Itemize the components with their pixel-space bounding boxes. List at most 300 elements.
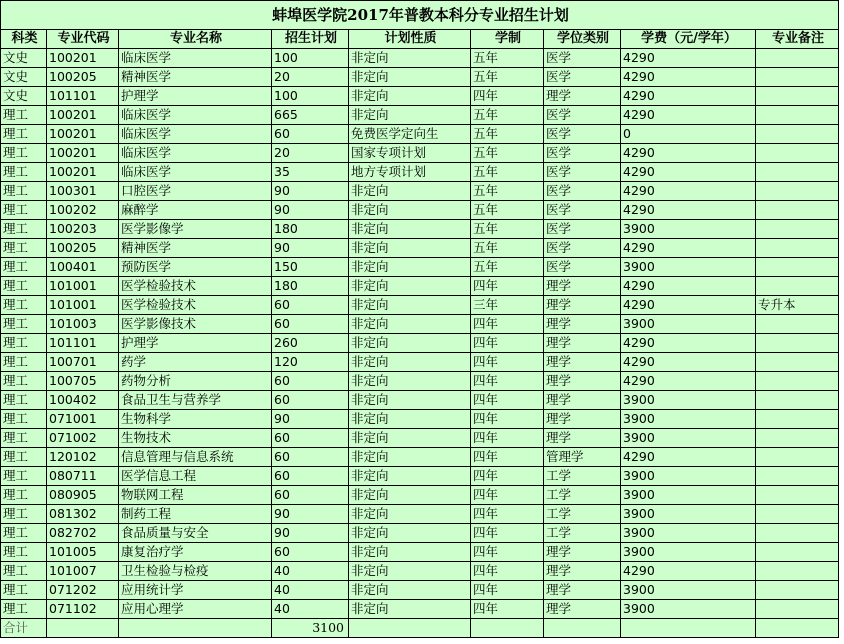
tuition-cell[interactable]: 4290 xyxy=(621,201,756,220)
tuition-cell[interactable]: 3900 xyxy=(621,429,756,448)
category-cell[interactable]: 理工 xyxy=(1,125,47,144)
tuition-cell[interactable]: 4290 xyxy=(621,163,756,182)
degree-type-cell[interactable]: 理学 xyxy=(544,543,621,562)
category-cell[interactable]: 理工 xyxy=(1,106,47,125)
major-note-cell[interactable] xyxy=(756,68,839,87)
duration-cell[interactable]: 五年 xyxy=(471,125,544,144)
major-code-cell[interactable]: 100201 xyxy=(47,163,119,182)
table-body xyxy=(1,49,839,619)
major-code-cell[interactable]: 100201 xyxy=(47,106,119,125)
major-name-cell[interactable]: 医学影像技术 xyxy=(119,315,272,334)
table-title[interactable]: 蚌埠医学院2017年普教本科分专业招生计划 xyxy=(1,1,839,30)
major-name-cell[interactable]: 麻醉学 xyxy=(119,201,272,220)
major-note-cell[interactable] xyxy=(756,125,839,144)
plan-type-cell[interactable]: 非定向 xyxy=(349,220,471,239)
tuition-cell[interactable]: 3900 xyxy=(621,258,756,277)
duration-cell[interactable]: 五年 xyxy=(471,144,544,163)
enrollment-quota-cell[interactable]: 40 xyxy=(272,581,349,600)
degree-type-cell[interactable]: 医学 xyxy=(544,144,621,163)
major-name-cell[interactable]: 医学影像学 xyxy=(119,220,272,239)
major-code-cell[interactable]: 100205 xyxy=(47,239,119,258)
plan-type-cell[interactable]: 非定向 xyxy=(349,562,471,581)
total-empty-cell[interactable] xyxy=(544,619,621,638)
major-code-cell[interactable]: 071202 xyxy=(47,581,119,600)
category-cell[interactable]: 文史 xyxy=(1,68,47,87)
plan-type-cell[interactable]: 非定向 xyxy=(349,296,471,315)
plan-type-cell[interactable]: 非定向 xyxy=(349,448,471,467)
degree-type-cell[interactable]: 医学 xyxy=(544,163,621,182)
degree-type-cell[interactable]: 理学 xyxy=(544,372,621,391)
degree-type-cell[interactable]: 理学 xyxy=(544,277,621,296)
major-code-cell[interactable]: 100201 xyxy=(47,144,119,163)
tuition-cell[interactable]: 4290 xyxy=(621,334,756,353)
major-code-cell[interactable]: 100701 xyxy=(47,353,119,372)
major-note-cell[interactable] xyxy=(756,448,839,467)
degree-type-cell[interactable]: 理学 xyxy=(544,600,621,619)
plan-type-cell[interactable]: 非定向 xyxy=(349,467,471,486)
column-header-enrollment-quota[interactable]: 招生计划 xyxy=(272,30,349,49)
table-row xyxy=(1,277,839,296)
degree-type-cell[interactable]: 医学 xyxy=(544,258,621,277)
degree-type-cell[interactable]: 理学 xyxy=(544,581,621,600)
duration-cell[interactable]: 四年 xyxy=(471,87,544,106)
tuition-cell[interactable]: 4290 xyxy=(621,182,756,201)
major-note-cell[interactable] xyxy=(756,182,839,201)
category-cell[interactable]: 理工 xyxy=(1,353,47,372)
category-cell[interactable]: 理工 xyxy=(1,296,47,315)
category-cell[interactable]: 理工 xyxy=(1,201,47,220)
degree-type-cell[interactable]: 医学 xyxy=(544,68,621,87)
duration-cell[interactable]: 四年 xyxy=(471,486,544,505)
total-empty-cell[interactable] xyxy=(756,619,839,638)
major-note-cell[interactable] xyxy=(756,391,839,410)
degree-type-cell[interactable]: 管理学 xyxy=(544,448,621,467)
major-note-cell[interactable] xyxy=(756,524,839,543)
duration-cell[interactable]: 四年 xyxy=(471,372,544,391)
major-code-cell[interactable]: 100205 xyxy=(47,68,119,87)
total-label[interactable]: 合计 xyxy=(1,619,47,638)
plan-type-cell[interactable]: 非定向 xyxy=(349,68,471,87)
column-header-category[interactable]: 科类 xyxy=(1,30,47,49)
major-note-cell[interactable] xyxy=(756,600,839,619)
table-row xyxy=(1,581,839,600)
tuition-cell[interactable]: 3900 xyxy=(621,486,756,505)
major-code-cell[interactable]: 101101 xyxy=(47,87,119,106)
degree-type-cell[interactable]: 理学 xyxy=(544,353,621,372)
category-cell[interactable]: 理工 xyxy=(1,543,47,562)
category-cell[interactable]: 理工 xyxy=(1,600,47,619)
major-name-cell[interactable]: 生物科学 xyxy=(119,410,272,429)
tuition-cell[interactable]: 3900 xyxy=(621,543,756,562)
column-header-tuition[interactable]: 学费（元/学年） xyxy=(621,30,756,49)
degree-type-cell[interactable]: 医学 xyxy=(544,182,621,201)
degree-type-cell[interactable]: 医学 xyxy=(544,220,621,239)
enrollment-quota-cell[interactable]: 60 xyxy=(272,391,349,410)
tuition-cell[interactable]: 0 xyxy=(621,125,756,144)
major-name-cell[interactable]: 药物分析 xyxy=(119,372,272,391)
column-header-plan-type[interactable]: 计划性质 xyxy=(349,30,471,49)
duration-cell[interactable]: 五年 xyxy=(471,220,544,239)
major-code-cell[interactable]: 101003 xyxy=(47,315,119,334)
plan-type-cell[interactable]: 非定向 xyxy=(349,277,471,296)
major-code-cell[interactable]: 100402 xyxy=(47,391,119,410)
tuition-cell[interactable]: 4290 xyxy=(621,106,756,125)
total-empty-cell[interactable] xyxy=(349,619,471,638)
major-code-cell[interactable]: 080711 xyxy=(47,467,119,486)
enrollment-quota-cell[interactable]: 665 xyxy=(272,106,349,125)
duration-cell[interactable]: 四年 xyxy=(471,277,544,296)
plan-type-cell[interactable]: 非定向 xyxy=(349,239,471,258)
column-header-major-code[interactable]: 专业代码 xyxy=(47,30,119,49)
degree-type-cell[interactable]: 理学 xyxy=(544,429,621,448)
enrollment-quota-cell[interactable]: 60 xyxy=(272,296,349,315)
tuition-cell[interactable]: 3900 xyxy=(621,600,756,619)
category-cell[interactable]: 理工 xyxy=(1,334,47,353)
degree-type-cell[interactable]: 医学 xyxy=(544,49,621,68)
enrollment-quota-cell[interactable]: 90 xyxy=(272,239,349,258)
enrollment-quota-cell[interactable]: 35 xyxy=(272,163,349,182)
plan-type-cell[interactable]: 非定向 xyxy=(349,505,471,524)
column-header-major-name[interactable]: 专业名称 xyxy=(119,30,272,49)
major-note-cell[interactable] xyxy=(756,429,839,448)
duration-cell[interactable]: 四年 xyxy=(471,429,544,448)
column-header-major-note[interactable]: 专业备注 xyxy=(756,30,839,49)
tuition-cell[interactable]: 3900 xyxy=(621,581,756,600)
category-cell[interactable]: 理工 xyxy=(1,372,47,391)
major-code-cell[interactable]: 082702 xyxy=(47,524,119,543)
category-cell[interactable]: 理工 xyxy=(1,524,47,543)
major-code-cell[interactable]: 100202 xyxy=(47,201,119,220)
enrollment-quota-cell[interactable]: 60 xyxy=(272,467,349,486)
major-note-cell[interactable] xyxy=(756,106,839,125)
major-note-cell[interactable] xyxy=(756,277,839,296)
tuition-cell[interactable]: 4290 xyxy=(621,562,756,581)
major-code-cell[interactable]: 101007 xyxy=(47,562,119,581)
major-code-cell[interactable]: 100201 xyxy=(47,125,119,144)
category-cell[interactable]: 理工 xyxy=(1,277,47,296)
major-code-cell[interactable]: 100705 xyxy=(47,372,119,391)
duration-cell[interactable]: 四年 xyxy=(471,467,544,486)
major-note-cell[interactable] xyxy=(756,258,839,277)
plan-type-cell[interactable]: 非定向 xyxy=(349,410,471,429)
major-note-cell[interactable] xyxy=(756,201,839,220)
major-note-cell[interactable] xyxy=(756,353,839,372)
major-name-cell[interactable]: 药学 xyxy=(119,353,272,372)
plan-type-cell[interactable]: 非定向 xyxy=(349,258,471,277)
degree-type-cell[interactable]: 工学 xyxy=(544,505,621,524)
major-note-cell[interactable]: 专升本 xyxy=(756,296,839,315)
category-cell[interactable]: 理工 xyxy=(1,315,47,334)
plan-type-cell[interactable]: 免费医学定向生 xyxy=(349,125,471,144)
total-empty-cell[interactable] xyxy=(621,619,756,638)
enrollment-quota-cell[interactable]: 60 xyxy=(272,315,349,334)
plan-type-cell[interactable]: 非定向 xyxy=(349,391,471,410)
major-code-cell[interactable]: 101001 xyxy=(47,277,119,296)
major-note-cell[interactable] xyxy=(756,410,839,429)
major-code-cell[interactable]: 081302 xyxy=(47,505,119,524)
major-code-cell[interactable]: 080905 xyxy=(47,486,119,505)
major-name-cell[interactable]: 预防医学 xyxy=(119,258,272,277)
major-code-cell[interactable]: 101005 xyxy=(47,543,119,562)
major-note-cell[interactable] xyxy=(756,239,839,258)
plan-type-cell[interactable]: 非定向 xyxy=(349,543,471,562)
duration-cell[interactable]: 四年 xyxy=(471,353,544,372)
major-note-cell[interactable] xyxy=(756,543,839,562)
major-name-cell[interactable]: 信息管理与信息系统 xyxy=(119,448,272,467)
table-row xyxy=(1,543,839,562)
category-cell[interactable]: 理工 xyxy=(1,505,47,524)
tuition-cell[interactable]: 4290 xyxy=(621,277,756,296)
plan-type-cell[interactable]: 非定向 xyxy=(349,49,471,68)
plan-type-cell[interactable]: 非定向 xyxy=(349,106,471,125)
category-cell[interactable]: 理工 xyxy=(1,486,47,505)
category-cell[interactable]: 理工 xyxy=(1,448,47,467)
table-row xyxy=(1,296,839,315)
tuition-cell[interactable]: 3900 xyxy=(621,410,756,429)
duration-cell[interactable]: 五年 xyxy=(471,106,544,125)
plan-type-cell[interactable]: 非定向 xyxy=(349,581,471,600)
category-cell[interactable]: 理工 xyxy=(1,581,47,600)
enrollment-quota-cell[interactable]: 40 xyxy=(272,600,349,619)
major-note-cell[interactable] xyxy=(756,334,839,353)
tuition-cell[interactable]: 3900 xyxy=(621,315,756,334)
enrollment-quota-cell[interactable]: 20 xyxy=(272,68,349,87)
column-header-degree-type[interactable]: 学位类别 xyxy=(544,30,621,49)
major-note-cell[interactable] xyxy=(756,467,839,486)
degree-type-cell[interactable]: 理学 xyxy=(544,391,621,410)
duration-cell[interactable]: 五年 xyxy=(471,182,544,201)
enrollment-quota-cell[interactable]: 120 xyxy=(272,353,349,372)
table-row xyxy=(1,562,839,581)
major-name-cell[interactable]: 临床医学 xyxy=(119,144,272,163)
enrollment-quota-cell[interactable]: 60 xyxy=(272,429,349,448)
degree-type-cell[interactable]: 理学 xyxy=(544,315,621,334)
degree-type-cell[interactable]: 理学 xyxy=(544,296,621,315)
enrollment-quota-cell[interactable]: 60 xyxy=(272,486,349,505)
enrollment-quota-cell[interactable]: 90 xyxy=(272,201,349,220)
major-code-cell[interactable]: 100201 xyxy=(47,49,119,68)
major-name-cell[interactable]: 物联网工程 xyxy=(119,486,272,505)
duration-cell[interactable]: 四年 xyxy=(471,524,544,543)
major-code-cell[interactable]: 100203 xyxy=(47,220,119,239)
major-name-cell[interactable]: 医学检验技术 xyxy=(119,296,272,315)
enrollment-quota-cell[interactable]: 60 xyxy=(272,543,349,562)
degree-type-cell[interactable]: 理学 xyxy=(544,334,621,353)
major-note-cell[interactable] xyxy=(756,486,839,505)
tuition-cell[interactable]: 3900 xyxy=(621,524,756,543)
tuition-cell[interactable]: 3900 xyxy=(621,220,756,239)
tuition-cell[interactable]: 4290 xyxy=(621,144,756,163)
major-code-cell[interactable]: 071001 xyxy=(47,410,119,429)
plan-type-cell[interactable]: 国家专项计划 xyxy=(349,144,471,163)
table-row xyxy=(1,315,839,334)
major-note-cell[interactable] xyxy=(756,87,839,106)
major-name-cell[interactable]: 临床医学 xyxy=(119,125,272,144)
enrollment-quota-cell[interactable]: 60 xyxy=(272,372,349,391)
major-note-cell[interactable] xyxy=(756,562,839,581)
plan-type-cell[interactable]: 非定向 xyxy=(349,87,471,106)
major-name-cell[interactable]: 临床医学 xyxy=(119,163,272,182)
tuition-cell[interactable]: 3900 xyxy=(621,505,756,524)
table-row xyxy=(1,163,839,182)
enrollment-quota-cell[interactable]: 90 xyxy=(272,182,349,201)
category-cell[interactable]: 理工 xyxy=(1,410,47,429)
duration-cell[interactable]: 五年 xyxy=(471,68,544,87)
table-row xyxy=(1,49,839,68)
major-note-cell[interactable] xyxy=(756,49,839,68)
tuition-cell[interactable]: 4290 xyxy=(621,296,756,315)
enrollment-quota-cell[interactable]: 20 xyxy=(272,144,349,163)
duration-cell[interactable]: 五年 xyxy=(471,163,544,182)
category-cell[interactable]: 文史 xyxy=(1,49,47,68)
duration-cell[interactable]: 四年 xyxy=(471,505,544,524)
category-cell[interactable]: 理工 xyxy=(1,258,47,277)
enrollment-quota-cell[interactable]: 180 xyxy=(272,277,349,296)
duration-cell[interactable]: 五年 xyxy=(471,258,544,277)
tuition-cell[interactable]: 4290 xyxy=(621,448,756,467)
total-value[interactable]: 3100 xyxy=(272,619,349,638)
table-row xyxy=(1,220,839,239)
major-name-cell[interactable]: 精神医学 xyxy=(119,68,272,87)
major-code-cell[interactable]: 071102 xyxy=(47,600,119,619)
major-name-cell[interactable]: 口腔医学 xyxy=(119,182,272,201)
degree-type-cell[interactable]: 理学 xyxy=(544,87,621,106)
plan-type-cell[interactable]: 非定向 xyxy=(349,372,471,391)
degree-type-cell[interactable]: 工学 xyxy=(544,467,621,486)
degree-type-cell[interactable]: 医学 xyxy=(544,239,621,258)
category-cell[interactable]: 理工 xyxy=(1,562,47,581)
plan-type-cell[interactable]: 地方专项计划 xyxy=(349,163,471,182)
enrollment-quota-cell[interactable]: 90 xyxy=(272,505,349,524)
plan-type-cell[interactable]: 非定向 xyxy=(349,201,471,220)
enrollment-quota-cell[interactable]: 100 xyxy=(272,87,349,106)
plan-type-cell[interactable]: 非定向 xyxy=(349,524,471,543)
duration-cell[interactable]: 四年 xyxy=(471,562,544,581)
major-note-cell[interactable] xyxy=(756,315,839,334)
category-cell[interactable]: 理工 xyxy=(1,144,47,163)
duration-cell[interactable]: 四年 xyxy=(471,334,544,353)
tuition-cell[interactable]: 4290 xyxy=(621,239,756,258)
major-name-cell[interactable]: 护理学 xyxy=(119,334,272,353)
enrollment-quota-cell[interactable]: 40 xyxy=(272,562,349,581)
major-note-cell[interactable] xyxy=(756,220,839,239)
category-cell[interactable]: 理工 xyxy=(1,220,47,239)
category-cell[interactable]: 理工 xyxy=(1,429,47,448)
duration-cell[interactable]: 五年 xyxy=(471,49,544,68)
category-cell[interactable]: 理工 xyxy=(1,467,47,486)
major-name-cell[interactable]: 护理学 xyxy=(119,87,272,106)
plan-type-cell[interactable]: 非定向 xyxy=(349,182,471,201)
total-empty-cell[interactable] xyxy=(471,619,544,638)
category-cell[interactable]: 理工 xyxy=(1,239,47,258)
duration-cell[interactable]: 三年 xyxy=(471,296,544,315)
major-name-cell[interactable]: 临床医学 xyxy=(119,106,272,125)
major-name-cell[interactable]: 卫生检验与检疫 xyxy=(119,562,272,581)
major-code-cell[interactable]: 100301 xyxy=(47,182,119,201)
plan-type-cell[interactable]: 非定向 xyxy=(349,334,471,353)
major-note-cell[interactable] xyxy=(756,144,839,163)
plan-type-cell[interactable]: 非定向 xyxy=(349,486,471,505)
plan-type-cell[interactable]: 非定向 xyxy=(349,353,471,372)
tuition-cell[interactable]: 4290 xyxy=(621,353,756,372)
category-cell[interactable]: 理工 xyxy=(1,182,47,201)
degree-type-cell[interactable]: 理学 xyxy=(544,410,621,429)
tuition-cell[interactable]: 4290 xyxy=(621,68,756,87)
enrollment-quota-cell[interactable]: 180 xyxy=(272,220,349,239)
enrollment-quota-cell[interactable]: 260 xyxy=(272,334,349,353)
major-name-cell[interactable]: 医学检验技术 xyxy=(119,277,272,296)
major-code-cell[interactable]: 101001 xyxy=(47,296,119,315)
major-note-cell[interactable] xyxy=(756,372,839,391)
major-name-cell[interactable]: 精神医学 xyxy=(119,239,272,258)
major-name-cell[interactable]: 食品卫生与营养学 xyxy=(119,391,272,410)
degree-type-cell[interactable]: 工学 xyxy=(544,486,621,505)
category-cell[interactable]: 文史 xyxy=(1,87,47,106)
degree-type-cell[interactable]: 医学 xyxy=(544,125,621,144)
enrollment-quota-cell[interactable]: 90 xyxy=(272,410,349,429)
enrollment-quota-cell[interactable]: 90 xyxy=(272,524,349,543)
duration-cell[interactable]: 四年 xyxy=(471,581,544,600)
duration-cell[interactable]: 四年 xyxy=(471,391,544,410)
duration-cell[interactable]: 四年 xyxy=(471,600,544,619)
degree-type-cell[interactable]: 工学 xyxy=(544,524,621,543)
major-note-cell[interactable] xyxy=(756,581,839,600)
total-empty-cell[interactable] xyxy=(119,619,272,638)
duration-cell[interactable]: 四年 xyxy=(471,448,544,467)
plan-type-cell[interactable]: 非定向 xyxy=(349,600,471,619)
tuition-cell[interactable]: 4290 xyxy=(621,372,756,391)
major-name-cell[interactable]: 制药工程 xyxy=(119,505,272,524)
degree-type-cell[interactable]: 医学 xyxy=(544,201,621,220)
major-name-cell[interactable]: 应用心理学 xyxy=(119,600,272,619)
column-header-duration[interactable]: 学制 xyxy=(471,30,544,49)
duration-cell[interactable]: 四年 xyxy=(471,543,544,562)
major-name-cell[interactable]: 食品质量与安全 xyxy=(119,524,272,543)
category-cell[interactable]: 理工 xyxy=(1,391,47,410)
major-name-cell[interactable]: 康复治疗学 xyxy=(119,543,272,562)
duration-cell[interactable]: 五年 xyxy=(471,201,544,220)
major-name-cell[interactable]: 临床医学 xyxy=(119,49,272,68)
duration-cell[interactable]: 五年 xyxy=(471,239,544,258)
tuition-cell[interactable]: 3900 xyxy=(621,391,756,410)
duration-cell[interactable]: 四年 xyxy=(471,315,544,334)
tuition-cell[interactable]: 4290 xyxy=(621,49,756,68)
enrollment-quota-cell[interactable]: 100 xyxy=(272,49,349,68)
major-note-cell[interactable] xyxy=(756,163,839,182)
tuition-cell[interactable]: 3900 xyxy=(621,467,756,486)
major-name-cell[interactable]: 生物技术 xyxy=(119,429,272,448)
major-note-cell[interactable] xyxy=(756,505,839,524)
plan-type-cell[interactable]: 非定向 xyxy=(349,315,471,334)
degree-type-cell[interactable]: 医学 xyxy=(544,106,621,125)
duration-cell[interactable]: 四年 xyxy=(471,410,544,429)
enrollment-quota-cell[interactable]: 150 xyxy=(272,258,349,277)
total-empty-cell[interactable] xyxy=(47,619,119,638)
major-code-cell[interactable]: 101101 xyxy=(47,334,119,353)
major-code-cell[interactable]: 100401 xyxy=(47,258,119,277)
major-name-cell[interactable]: 应用统计学 xyxy=(119,581,272,600)
plan-type-cell[interactable]: 非定向 xyxy=(349,429,471,448)
category-cell[interactable]: 理工 xyxy=(1,163,47,182)
major-code-cell[interactable]: 071002 xyxy=(47,429,119,448)
major-name-cell[interactable]: 医学信息工程 xyxy=(119,467,272,486)
degree-type-cell[interactable]: 理学 xyxy=(544,562,621,581)
enrollment-quota-cell[interactable]: 60 xyxy=(272,125,349,144)
tuition-cell[interactable]: 4290 xyxy=(621,87,756,106)
table-row xyxy=(1,524,839,543)
major-code-cell[interactable]: 120102 xyxy=(47,448,119,467)
enrollment-quota-cell[interactable]: 60 xyxy=(272,448,349,467)
